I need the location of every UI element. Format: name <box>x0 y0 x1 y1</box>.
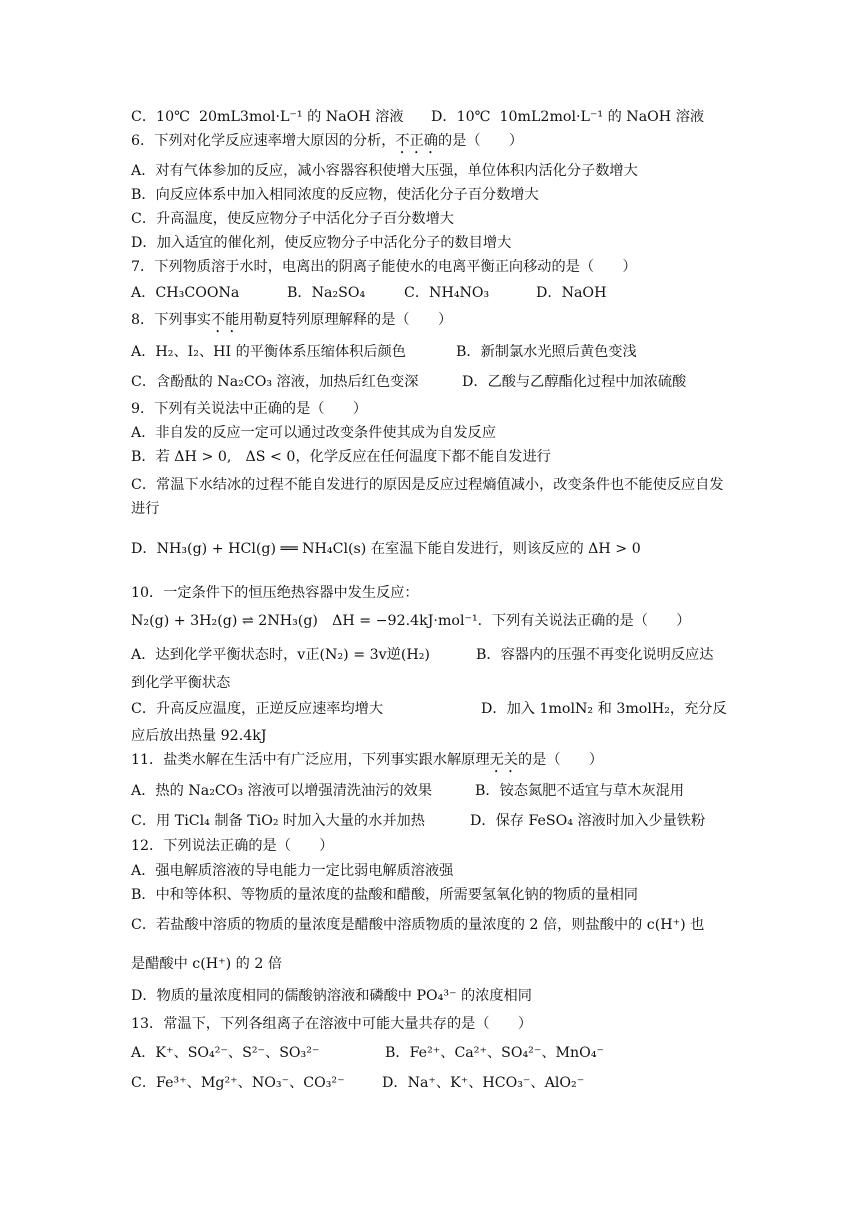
q7-option-b: B．Na₂SO₄ <box>287 285 366 301</box>
q8-option-c: C．含酚酞的 Na₂CO₃ 溶液，加热后红色变深 <box>131 374 419 390</box>
q11-option-c: C．用 TiCl₄ 制备 TiO₂ 时加入大量的水并加热 <box>131 813 425 829</box>
q6-option-c: C．升高温度，使反应物分子中活化分子百分数增大 <box>131 211 454 227</box>
question-8: 8．下列事实不能用勒夏特列原理解释的是（ ） <box>131 312 453 328</box>
q7-option-c: C．NH₄NO₃ <box>404 285 490 301</box>
q10-option-d: D．加入 1molN₂ 和 3molH₂，充分反 <box>481 701 727 717</box>
q9-option-b: B．若 ΔH > 0, ΔS < 0，化学反应在任何温度下都不能自发进行 <box>131 449 551 465</box>
emphasis-text: 不能 <box>210 312 240 328</box>
q12-option-a: A．强电解质溶液的导电能力一定比弱电解质溶液强 <box>131 863 454 879</box>
question-6: 6．下列对化学反应速率增大原因的分析，不正确的是（ ） <box>131 133 524 149</box>
q11-option-a: A．热的 Na₂CO₃ 溶液可以增强清洗油污的效果 <box>131 783 433 799</box>
q13-option-a: A．K⁺、SO₄²⁻、S²⁻、SO₃²⁻ <box>131 1045 320 1061</box>
q12-option-c-cont: 是醋酸中 c(H⁺) 的 2 倍 <box>131 956 283 972</box>
q5-option-c: C．10℃ 20mL3mol·L⁻¹ 的 NaOH 溶液 <box>131 109 404 125</box>
q7-option-a: A．CH₃COONa <box>131 285 240 301</box>
question-12: 12．下列说法正确的是（ ） <box>131 838 334 854</box>
q10-option-c: C．升高反应温度，正逆反应速率均增大 <box>131 701 384 717</box>
q11-option-b: B．铵态氮肥不适宜与草木灰混用 <box>475 783 685 799</box>
q10-option-d-cont: 应后放出热量 92.4kJ <box>131 728 267 744</box>
q6-option-a: A．对有气体参加的反应，减小容器容积使增大压强，单位体积内活化分子数增大 <box>131 163 638 179</box>
emphasis-text: 不正确 <box>395 133 438 149</box>
q10-option-b-cont: 到化学平衡状态 <box>131 675 231 691</box>
q13-option-d: D．Na⁺、K⁺、HCO₃⁻、AlO₂⁻ <box>382 1075 585 1091</box>
q13-option-c: C．Fe³⁺、Mg²⁺、NO₃⁻、CO₃²⁻ <box>131 1075 345 1091</box>
question-10: 10．一定条件下的恒压绝热容器中发生反应： <box>131 585 419 601</box>
question-11: 11．盐类水解在生活中有广泛应用，下列事实跟水解原理无关的是（ ） <box>131 752 604 768</box>
q5-option-d: D．10℃ 10mL2mol·L⁻¹ 的 NaOH 溶液 <box>431 109 705 125</box>
q9-option-a: A．非自发的反应一定可以通过改变条件使其成为自发反应 <box>131 425 496 441</box>
q9-option-d: D．NH₃(g) + HCl(g) ══ NH₄Cl(s) 在室温下能自发进行，则该反应的 ΔH > 0 <box>131 541 641 557</box>
q7-option-d: D．NaOH <box>536 285 607 301</box>
q11-option-d: D．保存 FeSO₄ 溶液时加入少量铁粉 <box>470 813 706 829</box>
q10-option-a: A．达到化学平衡状态时，v正(N₂) = 3v逆(H₂) <box>131 647 430 663</box>
question-13: 13．常温下，下列各组离子在溶液中可能大量共存的是（ ） <box>131 1016 533 1032</box>
q10-equation: N₂(g) + 3H₂(g) ⇌ 2NH₃(g) ΔH = −92.4kJ·mol⁻¹．下列有关说法正确的是（ ） <box>131 613 691 629</box>
q8-option-d: D．乙酸与乙醇酯化过程中加浓硫酸 <box>462 374 687 390</box>
q12-option-b: B．中和等体积、等物质的量浓度的盐酸和醋酸，所需要氢氧化钠的物质的量相同 <box>131 887 638 903</box>
q9-option-c: C．常温下水结冰的过程不能自发进行的原因是反应过程熵值减小，改变条件也不能使反应自发进行 <box>131 477 724 517</box>
q12-option-d: D．物质的量浓度相同的儒酸钠溶液和磷酸中 PO₄³⁻ 的浓度相同 <box>131 988 532 1004</box>
emphasis-text: 无关 <box>489 752 518 768</box>
q10-option-b: B．容器内的压强不再变化说明反应达 <box>476 647 714 663</box>
q13-option-b: B．Fe²⁺、Ca²⁺、SO₄²⁻、MnO₄⁻ <box>385 1045 604 1061</box>
q12-option-c: C．若盐酸中溶质的物质的量浓度是醋酸中溶质物质的量浓度的 2 倍，则盐酸中的 c(H⁺) 也 <box>131 917 705 933</box>
question-7: 7．下列物质溶于水时，电离出的阴离子能使水的电离平衡正向移动的是（ ） <box>131 259 637 275</box>
q8-option-a: A．H₂、I₂、HI 的平衡体系压缩体积后颜色 <box>131 344 406 360</box>
q6-option-b: B．向反应体系中加入相同浓度的反应物，使活化分子百分数增大 <box>131 187 539 203</box>
q6-option-d: D．加入适宜的催化剂，使反应物分子中活化分子的数目增大 <box>131 235 512 251</box>
question-9: 9．下列有关说法中正确的是（ ） <box>131 401 368 417</box>
q8-option-b: B．新制氯水光照后黄色变浅 <box>456 344 637 360</box>
